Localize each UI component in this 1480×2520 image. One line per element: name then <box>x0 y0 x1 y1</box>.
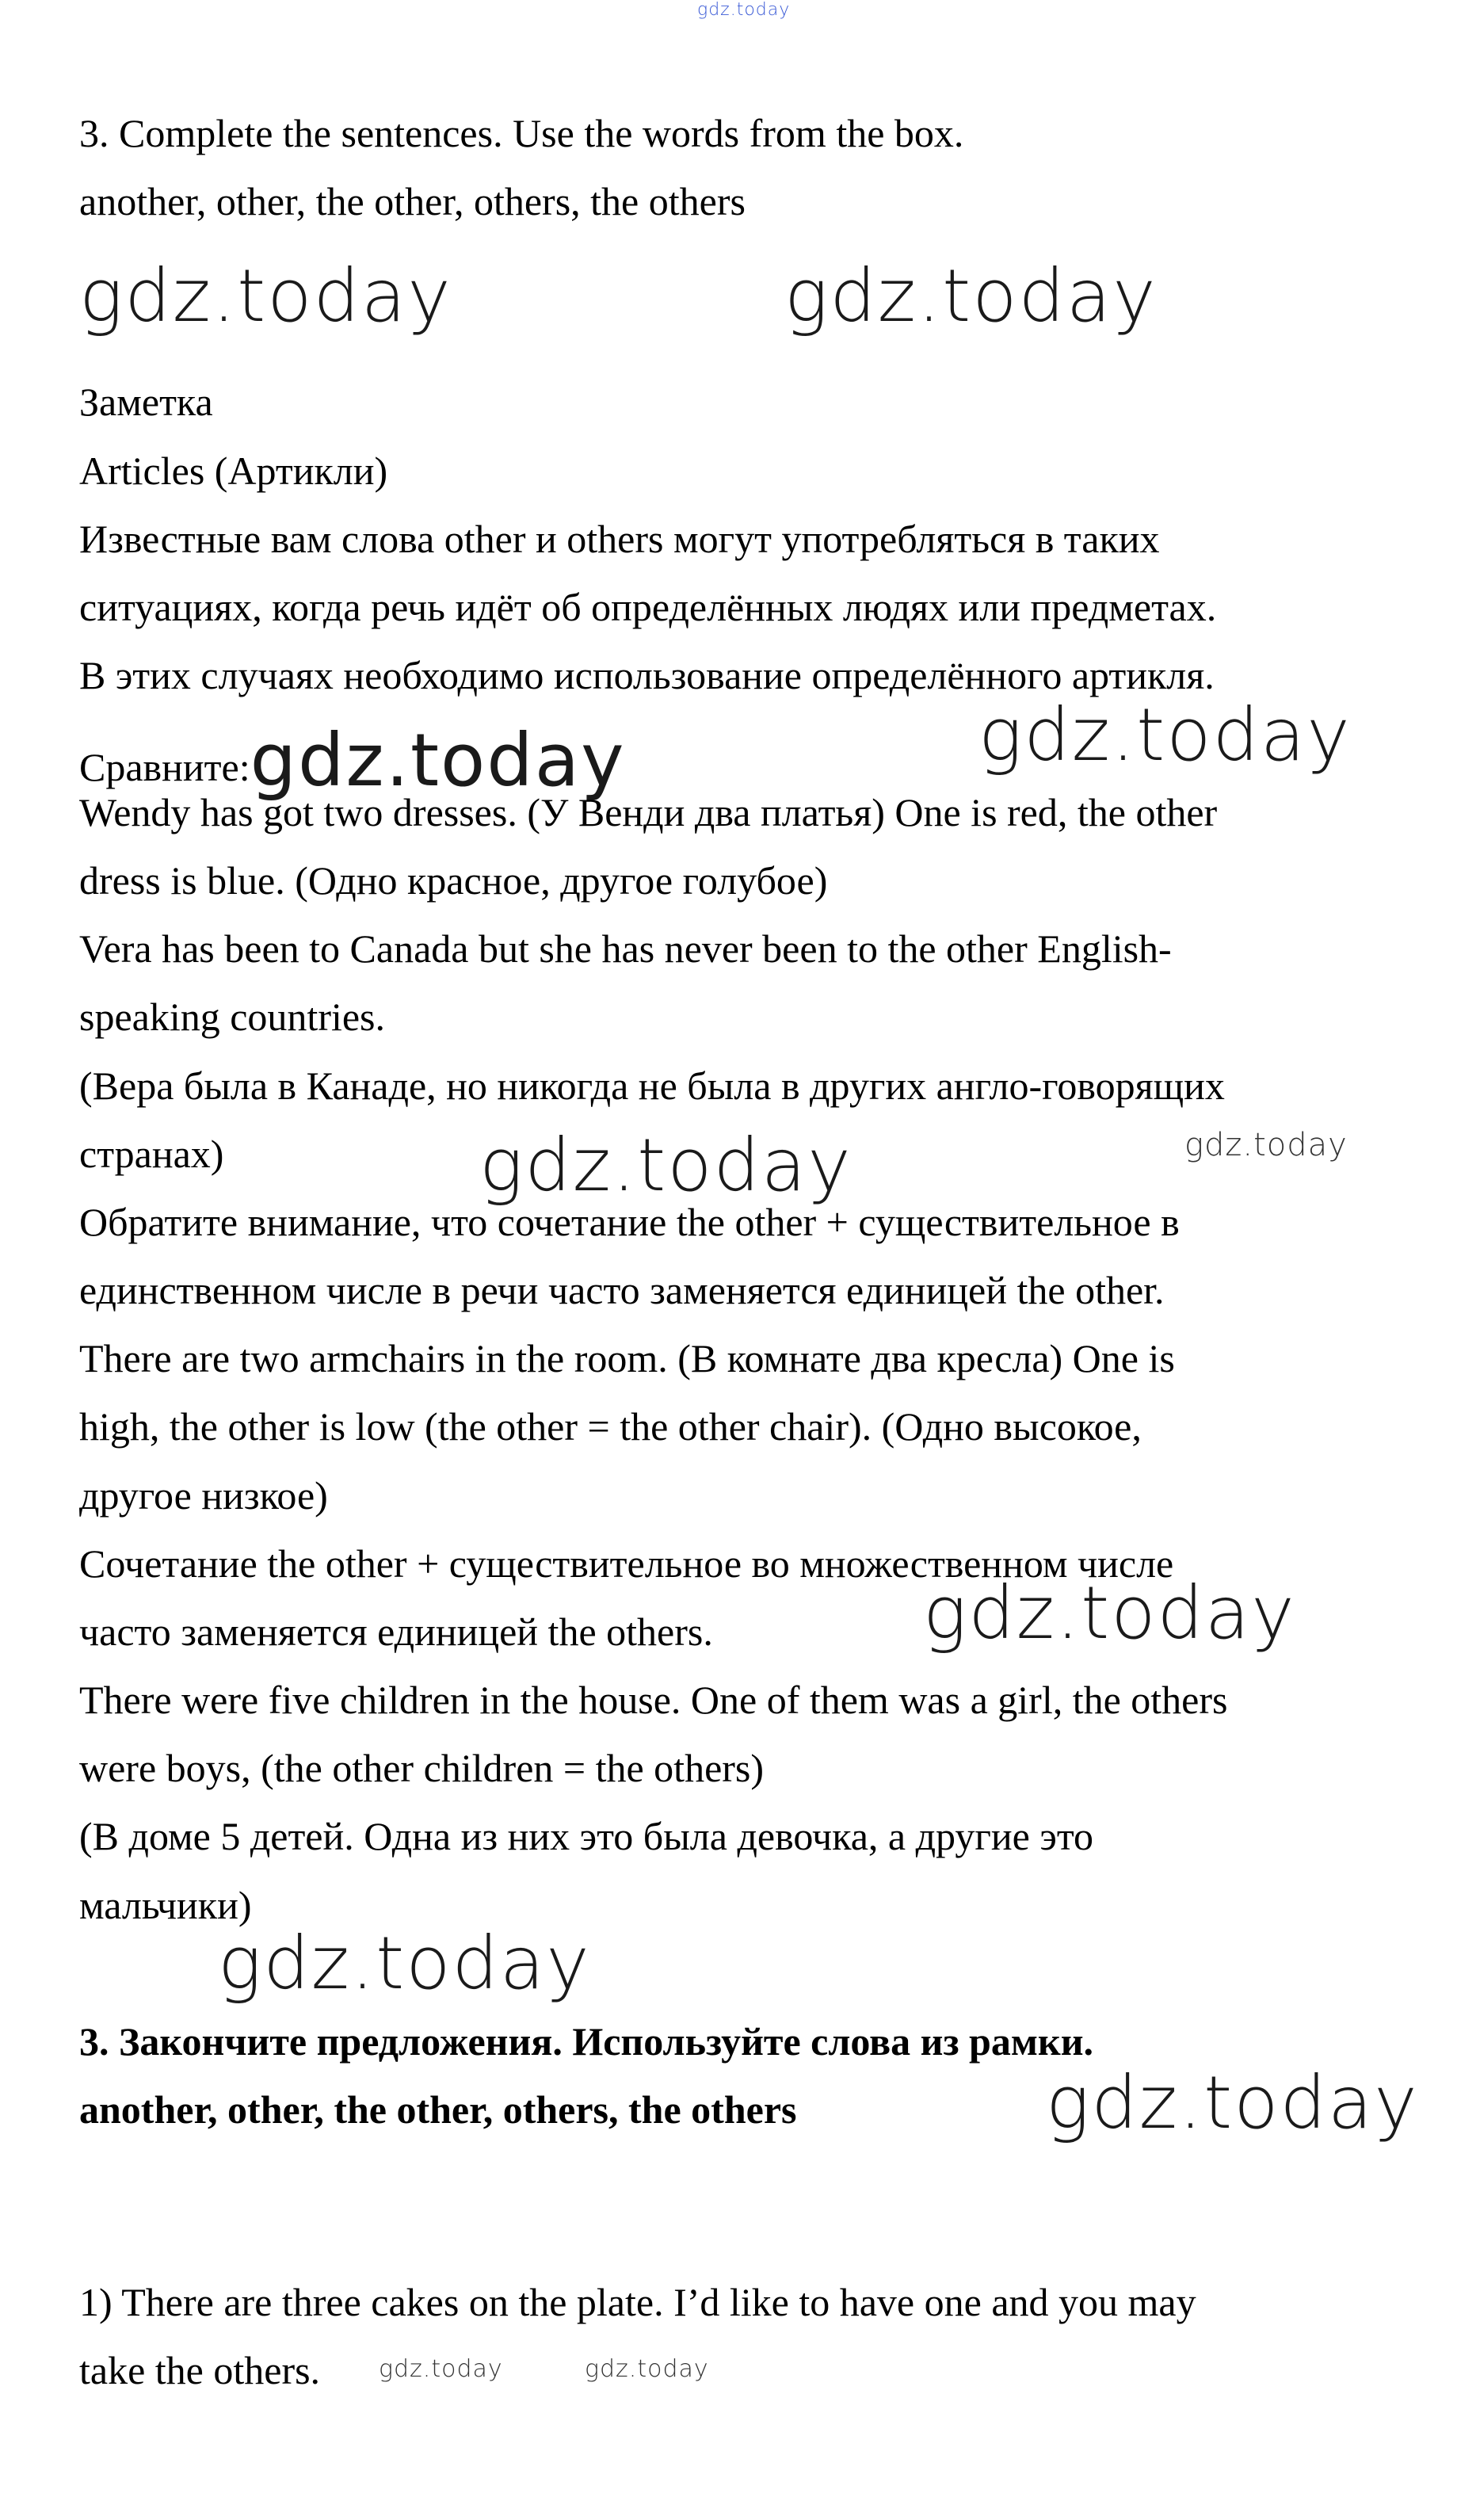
watermark: gdz.today <box>585 2355 709 2383</box>
watermark: gdz.today <box>250 718 626 803</box>
example-line: high, the other is low (the other = the other chair). (Одно высокое, <box>79 1404 1142 1449</box>
watermark: gdz.today <box>1184 1127 1348 1163</box>
note-text-line: Известные вам слова other и others могут употребляться в таких <box>79 517 1160 561</box>
task-title-ru: 3. Закончите предложения. Используйте слова из рамки. <box>79 2019 1094 2064</box>
example-line: There were five children in the house. One of them was a girl, the others <box>79 1678 1228 1722</box>
example-line: were boys, (the other children = the others) <box>79 1746 765 1790</box>
example-line: speaking countries. <box>79 995 386 1039</box>
rule-line: единственном числе в речи часто заменяется единицей the other. <box>79 1268 1165 1312</box>
watermark: gdz.today <box>79 254 452 338</box>
watermark: gdz.today <box>479 1123 853 1208</box>
word-box-ru: another, other, the other, others, the others <box>79 2087 797 2132</box>
note-text-line: В этих случаях необходимо использование определённого артикля. <box>79 653 1215 697</box>
watermark: gdz.today <box>978 693 1352 777</box>
watermark: gdz.today <box>379 2355 503 2383</box>
watermark: gdz.today <box>923 1571 1296 1655</box>
watermark: gdz.today <box>1046 2060 1419 2145</box>
answer-text: take the others. <box>79 2348 321 2392</box>
example-line: (В доме 5 детей. Одна из них это была девочка, а другие это <box>79 1814 1094 1858</box>
example-line: There are two armchairs in the room. (В комнате два кресла) One is <box>79 1336 1175 1380</box>
rule-line: часто заменяется единицей the others. <box>79 1609 713 1654</box>
note-text-line: ситуациях, когда речь идёт об определённых людях или предметах. <box>79 585 1217 629</box>
watermark: gdz.today <box>697 0 791 20</box>
task-title: 3. Complete the sentences. Use the words from the box. <box>79 111 964 155</box>
compare-label: Сравните: <box>79 745 250 789</box>
example-line: Vera has been to Canada but she has never been to the other English- <box>79 926 1172 971</box>
watermark: gdz.today <box>218 1921 591 2006</box>
example-line: другое низкое) <box>79 1473 328 1518</box>
compare-line <box>79 718 626 803</box>
answer-line: 1) There are three cakes on the plate. I’d like to have one and you may <box>79 2280 1196 2324</box>
watermark: gdz.today <box>784 254 1158 338</box>
note-subheading: Articles (Артикли) <box>79 449 388 493</box>
word-box: another, other, the other, others, the others <box>79 179 746 223</box>
example-line: dress is blue. (Одно красное, другое голубое) <box>79 858 828 903</box>
example-line: мальчики) <box>79 1883 252 1927</box>
answer-line <box>79 2350 320 2390</box>
example-line: (Вера была в Канаде, но никогда не была в других англо-говорящих <box>79 1063 1225 1108</box>
rule-line: Сочетание the other + существительное во множественном числе <box>79 1541 1174 1586</box>
note-heading: Заметка <box>79 380 213 424</box>
example-line: странах) <box>79 1132 224 1176</box>
example-line: Wendy has got two dresses. (У Венди два платья) One is red, the other <box>79 790 1218 834</box>
rule-line: Обратите внимание, что сочетание the other + существительное в <box>79 1200 1180 1244</box>
